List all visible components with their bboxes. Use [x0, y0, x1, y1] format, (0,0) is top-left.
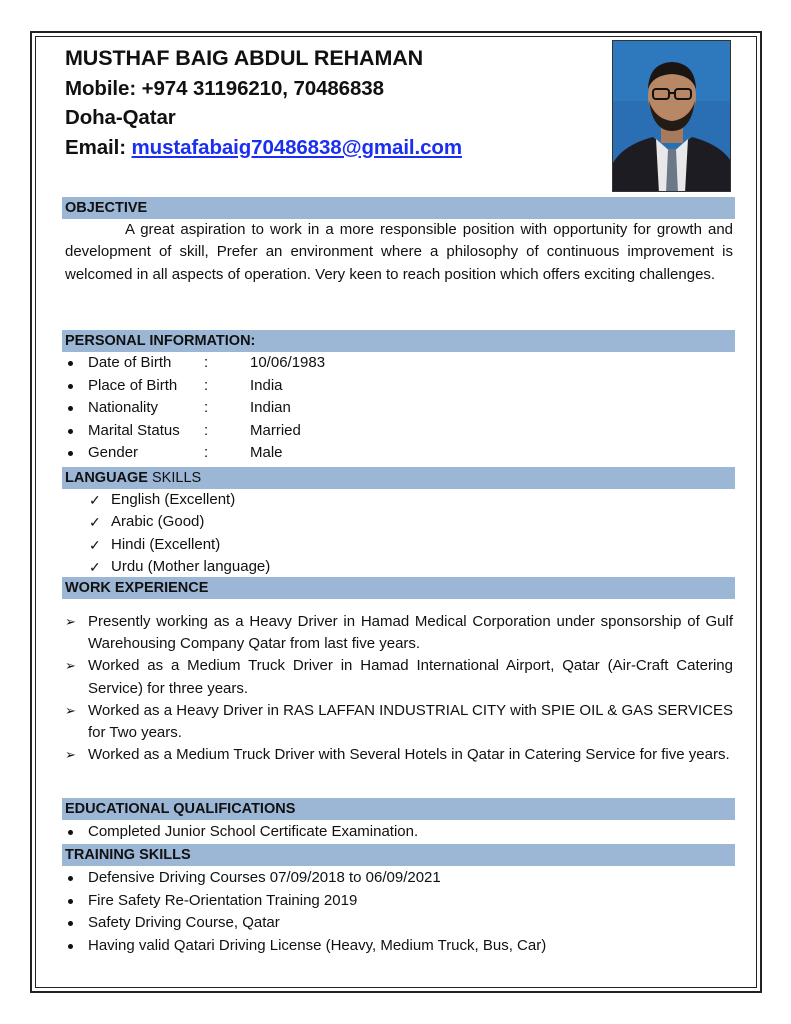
list-item — [89, 489, 270, 511]
language-item: Hindi (Excellent) — [111, 535, 221, 553]
list-item — [65, 655, 733, 699]
checkmark-icon: ✓ — [89, 514, 101, 531]
email-label: Email: — [65, 135, 132, 159]
section-education: EDUCATIONAL QUALIFICATIONS — [62, 798, 735, 820]
work-item: Worked as a Medium Truck Driver in Hamad International Airport, Qatar (Air-Craft Catering Service) for three years. — [88, 657, 733, 697]
list-item — [89, 511, 270, 533]
mobile-line: Mobile: +974 31196210, 70486838 — [65, 76, 384, 100]
email-link[interactable]: mustafabaig70486838@gmail.com — [131, 135, 462, 159]
list-item: Gender : Male — [65, 442, 735, 465]
info-label: Place of Birth — [88, 376, 178, 394]
language-list — [89, 489, 270, 578]
work-experience-list — [65, 611, 733, 766]
training-item: Safety Driving Course, Qatar — [88, 914, 280, 931]
list-item: Place of Birth : India — [65, 375, 735, 398]
checkmark-icon: ✓ — [89, 492, 101, 508]
language-item: English (Excellent) — [111, 491, 236, 508]
section-work-experience: WORK EXPERIENCE — [62, 577, 735, 599]
list-item — [65, 744, 733, 766]
language-item: Arabic (Good) — [111, 513, 205, 531]
list-item: Marital Status : Married — [65, 420, 735, 443]
info-value: Married — [250, 421, 301, 439]
info-value: Male — [250, 444, 283, 461]
list-item: Nationality : Indian — [65, 397, 735, 420]
profile-photo — [612, 40, 731, 192]
section-language-skills — [62, 467, 735, 489]
info-label: Nationality — [88, 399, 159, 416]
arrow-bullet-icon: ➢ — [65, 658, 76, 674]
info-value: 10/06/1983 — [250, 354, 326, 371]
location-line: Doha-Qatar — [65, 106, 176, 129]
list-item — [65, 890, 735, 913]
objective-paragraph — [65, 219, 733, 286]
language-heading-rest: SKILLS — [147, 470, 202, 486]
objective-text: A great aspiration to work in a more responsible position with opportunity for growth and development of skill, Prefer an environment where a philosophy of continuous improvement is welcomed in all aspects of operation. Very keen to reach position which offers exciting challenges. — [65, 221, 733, 283]
work-item: Worked as a Heavy Driver in RAS LAFFAN INDUSTRIAL CITY with SPIE OIL & GAS SERVICES for Two years. — [88, 701, 733, 742]
list-item — [65, 611, 733, 655]
list-item — [65, 821, 735, 844]
resume-header — [65, 44, 595, 162]
checkmark-icon: ✓ — [89, 536, 101, 553]
list-item — [89, 556, 270, 578]
info-value: India — [250, 376, 283, 394]
training-item: Fire Safety Re-Orientation Training 2019 — [88, 891, 358, 909]
section-personal-info: PERSONAL INFORMATION: — [62, 330, 735, 352]
work-item: Worked as a Medium Truck Driver with Several Hotels in Qatar in Catering Service for five years. — [88, 746, 730, 764]
personal-info-list — [65, 352, 735, 465]
education-list — [65, 821, 735, 844]
section-objective: OBJECTIVE — [62, 197, 735, 219]
email-line — [65, 133, 595, 163]
language-heading-bold: LANGUAGE — [65, 470, 148, 486]
list-item — [65, 700, 733, 744]
language-item: Urdu (Mother language) — [111, 557, 271, 575]
section-training: TRAINING SKILLS — [62, 844, 735, 866]
work-item: Presently working as a Heavy Driver in Hamad Medical Corporation under sponsorship of Gulf Warehousing Company Qatar from last five years. — [88, 613, 733, 653]
list-item — [89, 534, 270, 556]
info-label: Date of Birth — [88, 354, 172, 371]
arrow-bullet-icon: ➢ — [65, 747, 76, 763]
candidate-name: MUSTHAF BAIG ABDUL REHAMAN — [65, 46, 424, 70]
list-item — [65, 935, 735, 958]
info-label: Gender — [88, 444, 139, 461]
checkmark-icon: ✓ — [89, 558, 101, 575]
education-item: Completed Junior School Certificate Examination. — [88, 823, 419, 840]
list-item: Date of Birth : 10/06/1983 — [65, 352, 735, 375]
arrow-bullet-icon: ➢ — [65, 702, 76, 718]
info-label: Marital Status — [88, 421, 180, 439]
training-list — [65, 867, 735, 957]
info-value: Indian — [250, 399, 291, 416]
training-item: Defensive Driving Courses 07/09/2018 to 06/09/2021 — [88, 869, 441, 886]
list-item — [65, 867, 735, 890]
training-item: Having valid Qatari Driving License (Heavy, Medium Truck, Bus, Car) — [88, 936, 547, 954]
portrait-image — [613, 41, 731, 192]
list-item — [65, 912, 735, 935]
arrow-bullet-icon: ➢ — [65, 614, 76, 629]
